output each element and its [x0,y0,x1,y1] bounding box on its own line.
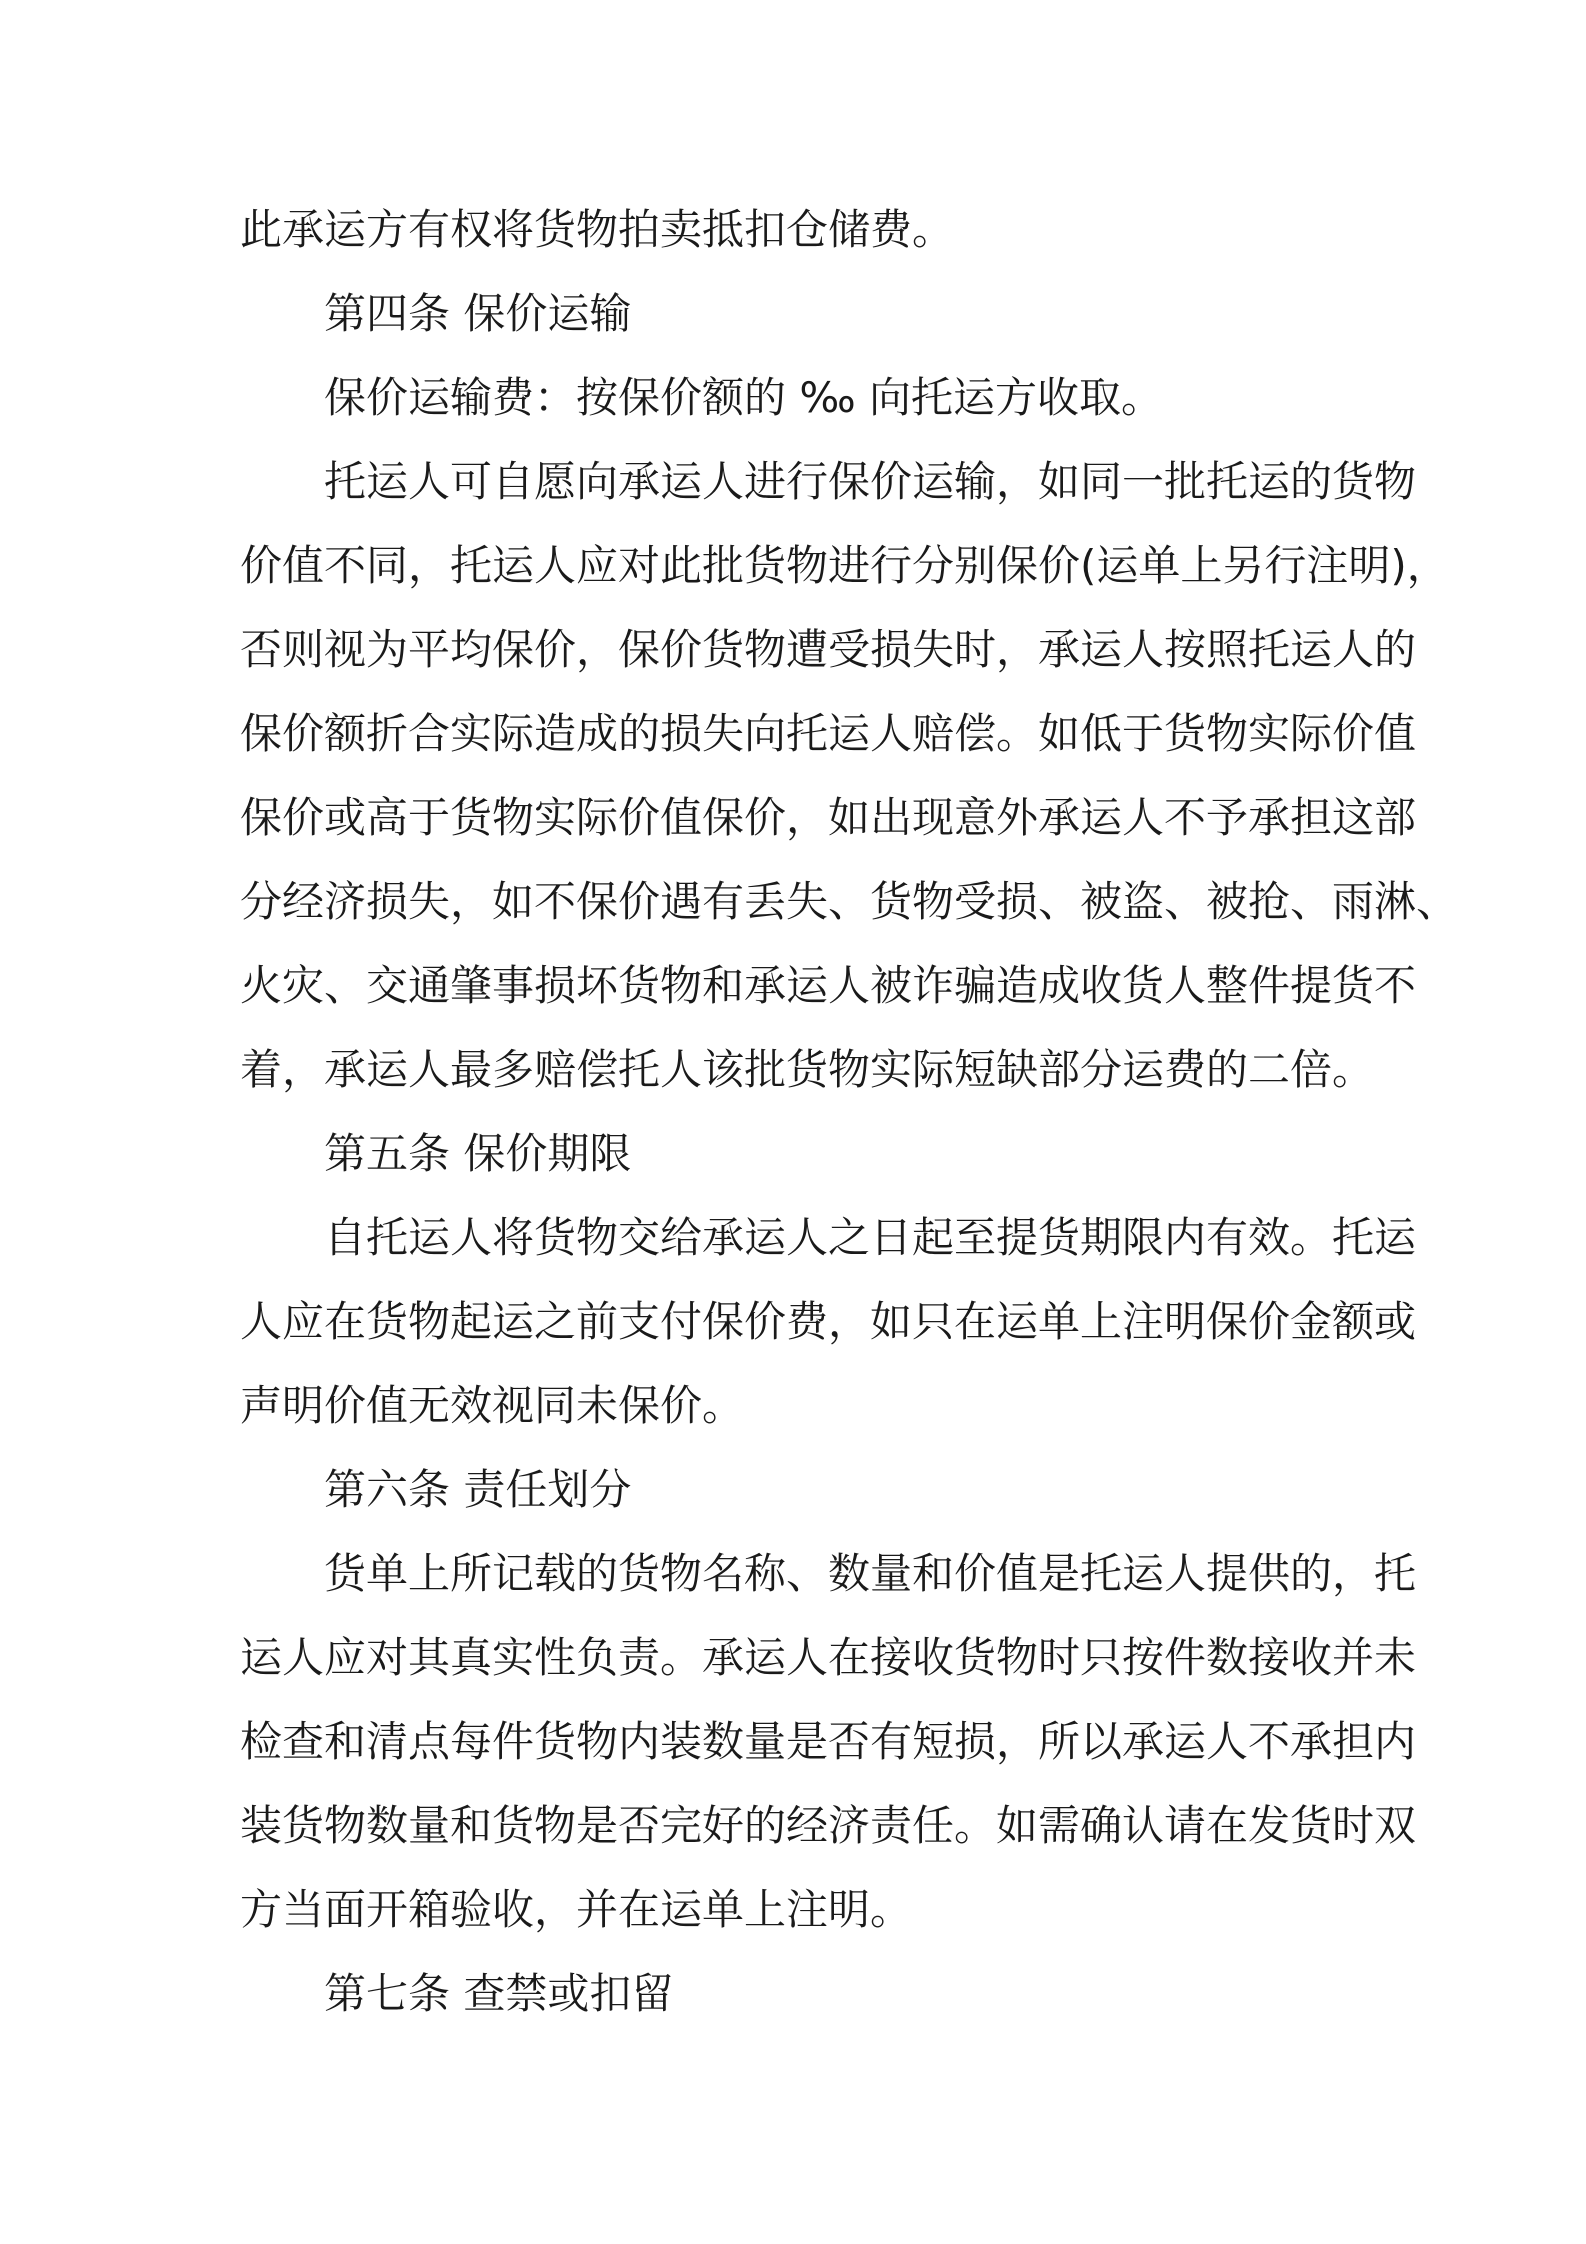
paragraph-line: 价值不同，托运人应对此批货物进行分别保价(运单上另行注明)， [240,541,1449,590]
article-heading: 第五条 保价期限 [324,1129,632,1178]
paragraph-line: 货单上所记载的货物名称、数量和价值是托运人提供的，托 [324,1549,1417,1598]
paragraph-line: 人应在货物起运之前支付保价费，如只在运单上注明保价金额或 [240,1297,1417,1346]
paragraph-line: 保价额折合实际造成的损失向托运人赔偿。如低于货物实际价值 [240,709,1417,758]
paragraph-line: 分经济损失，如不保价遇有丢失、货物受损、被盗、被抢、雨淋、 [240,877,1459,926]
paragraph-line: 运人应对其真实性负责。承运人在接收货物时只按件数接收并未 [240,1633,1417,1682]
article-heading: 第六条 责任划分 [324,1465,632,1514]
paragraph-line: 否则视为平均保价，保价货物遭受损失时，承运人按照托运人的 [240,625,1417,674]
document-page [240,188,1459,2036]
paragraph-line: 保价运输费：按保价额的 ‰ 向托运方收取。 [324,373,1164,422]
paragraph-line: 检查和清点每件货物内装数量是否有短损，所以承运人不承担内 [240,1717,1417,1766]
paragraph-line: 方当面开箱验收，并在运单上注明。 [240,1885,913,1934]
paragraph-line: 自托运人将货物交给承运人之日起至提货期限内有效。托运 [324,1213,1417,1262]
paragraph-line: 托运人可自愿向承运人进行保价运输，如同一批托运的货物 [324,457,1417,506]
paragraph-line: 此承运方有权将货物拍卖抵扣仓储费。 [240,205,955,254]
article-heading: 第四条 保价运输 [324,289,632,338]
article-heading: 第七条 查禁或扣留 [324,1969,674,2018]
paragraph-line: 声明价值无效视同未保价。 [240,1381,745,1430]
paragraph-line: 着，承运人最多赔偿托人该批货物实际短缺部分运费的二倍。 [240,1045,1375,1094]
paragraph-line: 火灾、交通肇事损坏货物和承运人被诈骗造成收货人整件提货不 [240,961,1417,1010]
paragraph-line: 保价或高于货物实际价值保价，如出现意外承运人不予承担这部 [240,793,1417,842]
paragraph-line: 装货物数量和货物是否完好的经济责任。如需确认请在发货时双 [240,1801,1417,1850]
